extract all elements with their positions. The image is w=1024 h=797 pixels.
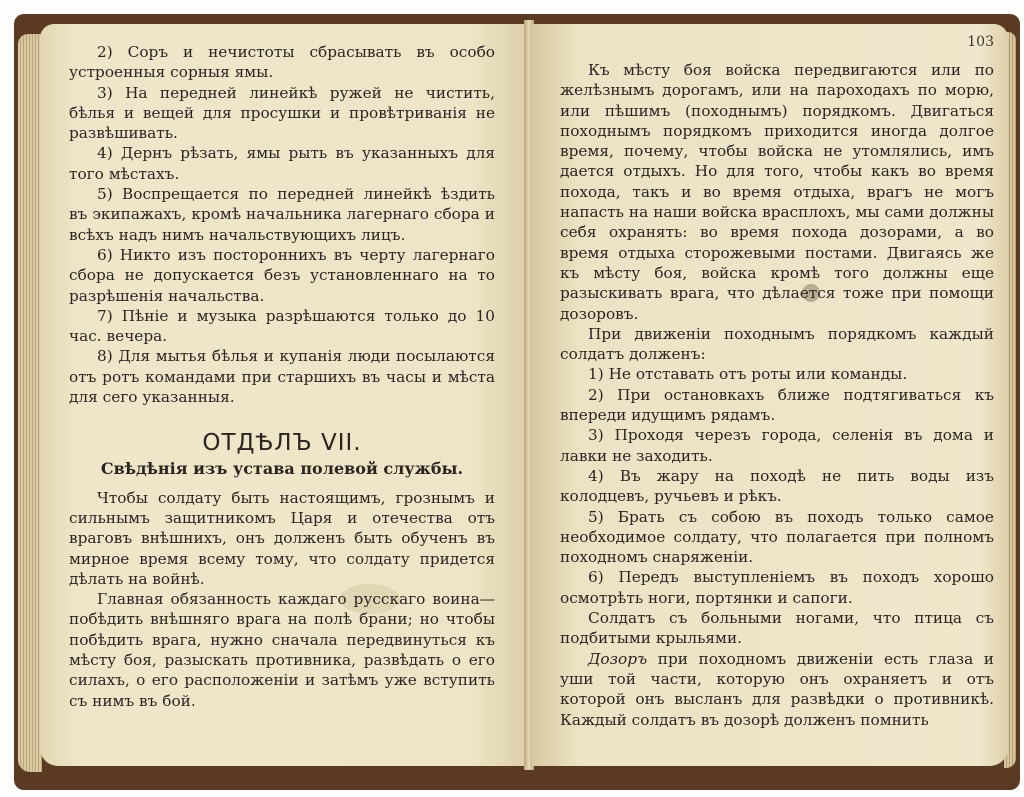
duty-2: 2) При остановкахъ ближе подтягиваться къ впереди идущимъ рядамъ.	[560, 385, 994, 425]
left-page	[40, 24, 528, 766]
patrol-paragraph	[560, 649, 994, 730]
duty-6: 6) Передъ выступленіемъ въ походъ хорошо осмотрѣть ноги, портянки и сапоги.	[560, 568, 994, 607]
rule-2: 2) Соръ и нечистоты сбрасывать въ особо устроенныя сорныя ямы.	[69, 43, 495, 82]
page-edges-left	[18, 34, 42, 772]
body-paragraph-2: Главная обязанность каждаго русскаго воина— побѣдить внѣшняго врага на полѣ брани; но чтобы побѣдить врага, нужно сначала передвинуться къ мѣсту боя, разыскать противника, развѣдать о его силахъ, о его расположеніи и затѣмъ уже вступить съ нимъ въ бой.	[69, 590, 495, 710]
right-page-text	[560, 60, 994, 730]
rule-5: 5) Воспрещается по передней линейкѣ ѣздить въ экипажахъ, кромѣ начальника лагернаго сбора и всѣхъ надъ нимъ начальствующихъ лицъ.	[69, 185, 495, 244]
rule-8: 8) Для мытья бѣлья и купанія люди посылаются отъ ротъ командами при старшихъ въ часы и мѣста для сего указанныя.	[69, 347, 495, 407]
duty-4: 4) Въ жару на походѣ не пить воды изъ колодцевъ, ручьевъ и рѣкъ.	[560, 466, 994, 506]
rule-6: 6) Никто изъ постороннихъ въ черту лагернаго сбора не допускается безъ установленнаго на то разрѣшенія начальства.	[69, 245, 495, 305]
patrol-text: при походномъ движеніи есть глаза и уши той части, которую онъ охраняетъ и отъ которой онъ высланъ для развѣдки о противникѣ. Каждый солдатъ въ дозорѣ долженъ помнить	[560, 649, 994, 729]
rule-3: 3) На передней линейкѣ ружей не чистить, бѣлья и вещей для просушки и провѣтриванія не развѣшивать.	[69, 83, 495, 143]
left-page-text	[69, 42, 495, 711]
duty-3: 3) Проходя черезъ города, селенія въ дома и лавки не заходить.	[560, 426, 994, 465]
right-page	[532, 24, 1008, 766]
section-heading: ОТДѢЛЪ VII.	[202, 430, 362, 457]
duty-5: 5) Брать съ собою въ походъ только самое необходимое солдату, что полагается при полномъ походномъ снаряженіи.	[560, 507, 994, 567]
rule-7: 7) Пѣніе и музыка разрѣшаются только до 10 час. вечера.	[69, 306, 495, 346]
page-number: 103	[967, 34, 994, 50]
duties-intro: При движеніи походнымъ порядкомъ каждый солдатъ долженъ:	[560, 324, 994, 364]
rule-4: 4) Дернъ рѣзать, ямы рыть въ указанныхъ для того мѣстахъ.	[69, 144, 495, 183]
march-paragraph: Къ мѣсту боя войска передвигаются или по желѣзнымъ дорогамъ, или на пароходахъ по морю, или пѣшимъ (походнымъ) порядкомъ. Двигаться походнымъ порядкомъ приходится иногда долгое время, почему, чтобы войска не утомлялись, имъ дается отдыхъ. Но для того, чтобы какъ во время похода, такъ и во время отдыха, врагъ не могъ напасть на наши войска врасплохъ, мы сами должны себя охранять: во время похода дозорами, а во время отдыха сторожевыми постами. Двигаясь же къ мѣсту боя, войска кромѣ того должны еще разыскивать врага, что дѣлается тоже при помощи дозоровъ.	[560, 61, 994, 323]
patrol-term: Дозоръ	[588, 649, 648, 668]
duty-1: 1) Не отставать отъ роты или команды.	[588, 365, 908, 384]
body-paragraph-1: Чтобы солдату быть настоящимъ, грознымъ и сильнымъ защитникомъ Царя и отечества отъ враговъ внѣшнихъ, онъ долженъ быть обученъ въ мирное время всему тому, что солдату придется дѣлать на войнѣ.	[69, 488, 495, 588]
proverb: Солдатъ съ больными ногами, что птица съ подбитыми крыльями.	[560, 609, 994, 648]
section-subheading: Свѣдѣнія изъ устава полевой службы.	[100, 459, 464, 479]
